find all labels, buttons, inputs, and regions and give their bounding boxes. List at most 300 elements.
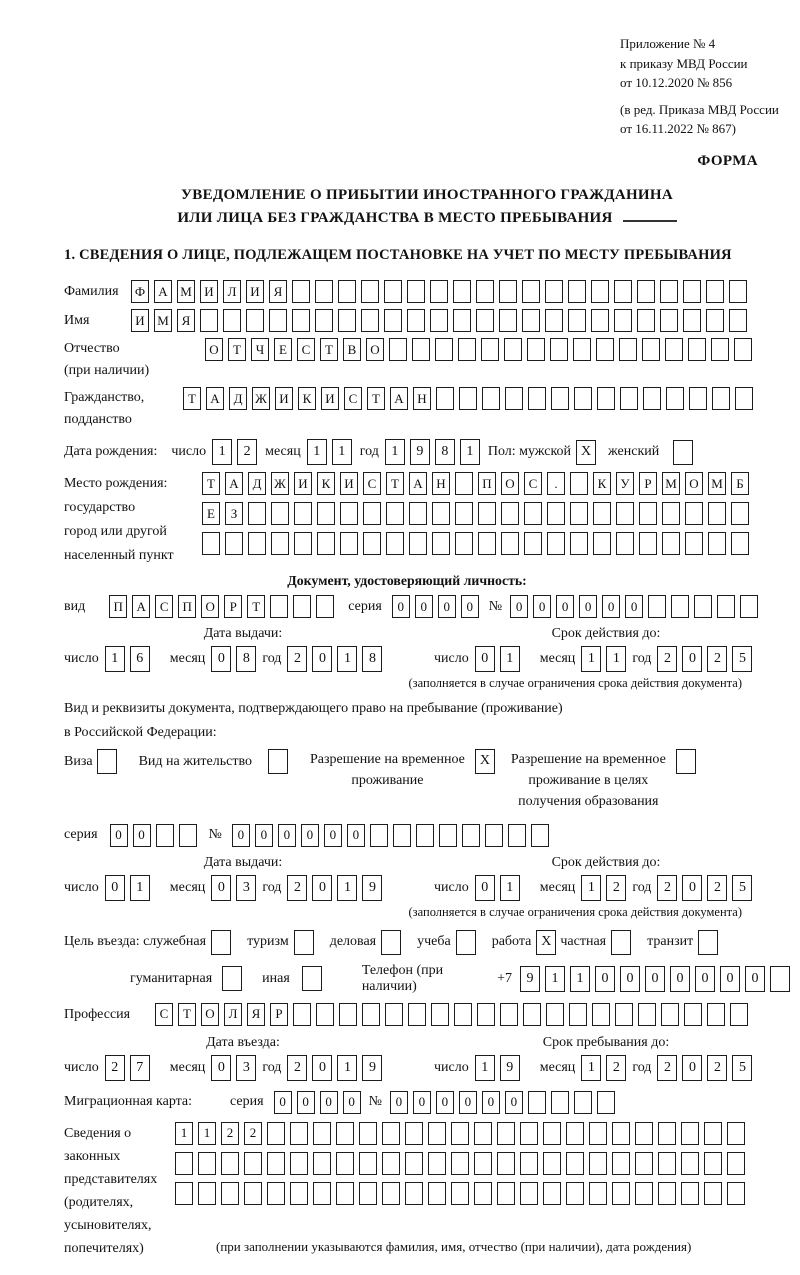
purpose-private-checkbox[interactable] <box>611 930 631 955</box>
char-cell[interactable]: 0 <box>602 595 620 618</box>
char-cell[interactable]: 2 <box>657 646 677 672</box>
char-cell[interactable]: М <box>708 472 726 495</box>
char-cell[interactable] <box>290 1122 308 1145</box>
char-cell[interactable] <box>290 1152 308 1175</box>
char-cell[interactable] <box>292 280 310 303</box>
char-cell[interactable] <box>546 1003 564 1026</box>
char-cell[interactable] <box>619 338 637 361</box>
char-cell[interactable] <box>658 1182 676 1205</box>
char-cell[interactable] <box>246 309 264 332</box>
char-cell[interactable]: Б <box>731 472 749 495</box>
char-cell[interactable]: Т <box>386 472 404 495</box>
char-cell[interactable]: С <box>155 595 173 618</box>
char-cell[interactable] <box>221 1182 239 1205</box>
char-cell[interactable]: 2 <box>287 646 307 672</box>
char-cell[interactable] <box>361 280 379 303</box>
char-cell[interactable] <box>570 532 588 555</box>
char-cell[interactable] <box>455 532 473 555</box>
char-cell[interactable] <box>338 280 356 303</box>
char-cell[interactable] <box>156 824 174 847</box>
char-cell[interactable] <box>431 1003 449 1026</box>
char-cell[interactable] <box>566 1122 584 1145</box>
char-cell[interactable]: 0 <box>620 966 640 992</box>
char-cell[interactable]: М <box>177 280 195 303</box>
char-cell[interactable]: М <box>662 472 680 495</box>
char-cell[interactable]: 0 <box>105 875 125 901</box>
char-cell[interactable]: 0 <box>682 646 702 672</box>
char-cell[interactable] <box>485 824 503 847</box>
char-cell[interactable]: 1 <box>175 1122 193 1145</box>
char-cell[interactable]: 0 <box>110 824 128 847</box>
char-cell[interactable]: 1 <box>581 875 601 901</box>
char-cell[interactable]: 8 <box>362 646 382 672</box>
char-cell[interactable] <box>574 1091 592 1114</box>
char-cell[interactable]: 0 <box>438 595 456 618</box>
char-cell[interactable] <box>428 1182 446 1205</box>
char-cell[interactable]: 0 <box>645 966 665 992</box>
char-cell[interactable] <box>474 1152 492 1175</box>
char-cell[interactable] <box>616 532 634 555</box>
char-cell[interactable]: 2 <box>657 875 677 901</box>
char-cell[interactable] <box>661 1003 679 1026</box>
char-cell[interactable] <box>614 309 632 332</box>
char-cell[interactable] <box>591 309 609 332</box>
char-cell[interactable]: Д <box>248 472 266 495</box>
char-cell[interactable] <box>454 1003 472 1026</box>
char-cell[interactable]: 0 <box>625 595 643 618</box>
char-cell[interactable] <box>315 309 333 332</box>
char-cell[interactable] <box>671 595 689 618</box>
char-cell[interactable] <box>336 1122 354 1145</box>
char-cell[interactable] <box>660 280 678 303</box>
char-cell[interactable] <box>363 532 381 555</box>
char-cell[interactable] <box>570 502 588 525</box>
char-cell[interactable]: О <box>201 1003 219 1026</box>
char-cell[interactable]: 0 <box>390 1091 408 1114</box>
char-cell[interactable]: А <box>206 387 224 410</box>
char-cell[interactable] <box>428 1122 446 1145</box>
char-cell[interactable]: Д <box>229 387 247 410</box>
char-cell[interactable] <box>292 309 310 332</box>
char-cell[interactable] <box>382 1152 400 1175</box>
char-cell[interactable] <box>551 387 569 410</box>
char-cell[interactable] <box>382 1122 400 1145</box>
char-cell[interactable]: В <box>343 338 361 361</box>
char-cell[interactable]: 0 <box>211 646 231 672</box>
char-cell[interactable]: 0 <box>556 595 574 618</box>
char-cell[interactable] <box>315 280 333 303</box>
char-cell[interactable]: 1 <box>545 966 565 992</box>
visa-checkbox[interactable] <box>97 749 117 774</box>
char-cell[interactable]: Н <box>413 387 431 410</box>
char-cell[interactable]: О <box>501 472 519 495</box>
char-cell[interactable]: 1 <box>337 646 357 672</box>
char-cell[interactable] <box>648 595 666 618</box>
char-cell[interactable] <box>451 1122 469 1145</box>
char-cell[interactable] <box>689 387 707 410</box>
char-cell[interactable] <box>478 502 496 525</box>
char-cell[interactable]: 1 <box>581 646 601 672</box>
char-cell[interactable]: 0 <box>695 966 715 992</box>
char-cell[interactable]: 1 <box>606 646 626 672</box>
char-cell[interactable]: 0 <box>211 875 231 901</box>
char-cell[interactable] <box>547 532 565 555</box>
char-cell[interactable] <box>474 1122 492 1145</box>
char-cell[interactable]: И <box>131 309 149 332</box>
char-cell[interactable]: 0 <box>595 966 615 992</box>
char-cell[interactable] <box>428 1152 446 1175</box>
char-cell[interactable]: Л <box>223 280 241 303</box>
char-cell[interactable]: С <box>363 472 381 495</box>
char-cell[interactable] <box>362 1003 380 1026</box>
char-cell[interactable]: 0 <box>274 1091 292 1114</box>
char-cell[interactable] <box>359 1182 377 1205</box>
char-cell[interactable] <box>407 280 425 303</box>
char-cell[interactable] <box>225 532 243 555</box>
char-cell[interactable]: А <box>225 472 243 495</box>
char-cell[interactable] <box>336 1182 354 1205</box>
char-cell[interactable] <box>681 1152 699 1175</box>
char-cell[interactable] <box>685 532 703 555</box>
char-cell[interactable]: 0 <box>505 1091 523 1114</box>
char-cell[interactable] <box>727 1182 745 1205</box>
char-cell[interactable]: 0 <box>347 824 365 847</box>
char-cell[interactable]: 2 <box>244 1122 262 1145</box>
char-cell[interactable]: 1 <box>570 966 590 992</box>
char-cell[interactable] <box>520 1122 538 1145</box>
char-cell[interactable] <box>616 502 634 525</box>
char-cell[interactable]: Т <box>202 472 220 495</box>
char-cell[interactable] <box>666 387 684 410</box>
char-cell[interactable] <box>501 532 519 555</box>
char-cell[interactable]: 1 <box>500 875 520 901</box>
char-cell[interactable] <box>597 387 615 410</box>
char-cell[interactable]: З <box>225 502 243 525</box>
char-cell[interactable]: Т <box>228 338 246 361</box>
char-cell[interactable]: 7 <box>130 1055 150 1081</box>
char-cell[interactable]: 0 <box>436 1091 454 1114</box>
char-cell[interactable] <box>684 1003 702 1026</box>
char-cell[interactable] <box>336 1152 354 1175</box>
char-cell[interactable]: 5 <box>732 1055 752 1081</box>
char-cell[interactable]: Я <box>247 1003 265 1026</box>
char-cell[interactable] <box>455 472 473 495</box>
char-cell[interactable]: А <box>154 280 172 303</box>
char-cell[interactable]: П <box>109 595 127 618</box>
char-cell[interactable] <box>408 1003 426 1026</box>
char-cell[interactable]: 0 <box>392 595 410 618</box>
char-cell[interactable] <box>317 502 335 525</box>
char-cell[interactable]: У <box>616 472 634 495</box>
char-cell[interactable] <box>407 309 425 332</box>
purpose-other-checkbox[interactable] <box>302 966 322 991</box>
char-cell[interactable]: . <box>547 472 565 495</box>
temp-residence-checkbox[interactable]: X <box>475 749 495 774</box>
char-cell[interactable] <box>405 1182 423 1205</box>
char-cell[interactable]: 0 <box>579 595 597 618</box>
char-cell[interactable] <box>612 1122 630 1145</box>
char-cell[interactable] <box>729 309 747 332</box>
char-cell[interactable] <box>524 502 542 525</box>
char-cell[interactable] <box>570 472 588 495</box>
char-cell[interactable]: Е <box>202 502 220 525</box>
char-cell[interactable]: Р <box>224 595 242 618</box>
purpose-tourism-checkbox[interactable] <box>294 930 314 955</box>
char-cell[interactable] <box>520 1182 538 1205</box>
char-cell[interactable]: О <box>205 338 223 361</box>
char-cell[interactable]: 2 <box>287 875 307 901</box>
char-cell[interactable] <box>175 1152 193 1175</box>
char-cell[interactable] <box>313 1152 331 1175</box>
char-cell[interactable] <box>520 1152 538 1175</box>
char-cell[interactable] <box>729 280 747 303</box>
char-cell[interactable] <box>316 1003 334 1026</box>
char-cell[interactable]: 3 <box>236 1055 256 1081</box>
char-cell[interactable] <box>359 1152 377 1175</box>
char-cell[interactable] <box>432 502 450 525</box>
char-cell[interactable] <box>665 338 683 361</box>
char-cell[interactable]: 0 <box>533 595 551 618</box>
gender-female-checkbox[interactable] <box>673 440 693 465</box>
char-cell[interactable]: 0 <box>475 875 495 901</box>
char-cell[interactable] <box>568 309 586 332</box>
char-cell[interactable] <box>340 532 358 555</box>
char-cell[interactable]: А <box>409 472 427 495</box>
char-cell[interactable]: Т <box>367 387 385 410</box>
char-cell[interactable] <box>711 338 729 361</box>
char-cell[interactable]: 0 <box>459 1091 477 1114</box>
char-cell[interactable] <box>707 1003 725 1026</box>
char-cell[interactable]: 0 <box>278 824 296 847</box>
char-cell[interactable]: 1 <box>337 1055 357 1081</box>
char-cell[interactable] <box>642 338 660 361</box>
char-cell[interactable] <box>505 387 523 410</box>
char-cell[interactable] <box>547 502 565 525</box>
char-cell[interactable]: 8 <box>435 439 455 465</box>
char-cell[interactable]: 1 <box>212 439 232 465</box>
char-cell[interactable]: 0 <box>475 646 495 672</box>
char-cell[interactable]: 1 <box>105 646 125 672</box>
char-cell[interactable] <box>589 1122 607 1145</box>
char-cell[interactable]: К <box>317 472 335 495</box>
char-cell[interactable] <box>593 532 611 555</box>
char-cell[interactable] <box>734 338 752 361</box>
char-cell[interactable] <box>294 502 312 525</box>
char-cell[interactable] <box>704 1152 722 1175</box>
char-cell[interactable]: М <box>154 309 172 332</box>
char-cell[interactable] <box>267 1152 285 1175</box>
char-cell[interactable] <box>451 1182 469 1205</box>
char-cell[interactable]: С <box>524 472 542 495</box>
char-cell[interactable] <box>453 309 471 332</box>
char-cell[interactable]: 1 <box>500 646 520 672</box>
char-cell[interactable]: 8 <box>236 646 256 672</box>
char-cell[interactable] <box>317 532 335 555</box>
char-cell[interactable] <box>504 338 522 361</box>
char-cell[interactable]: 0 <box>720 966 740 992</box>
char-cell[interactable] <box>637 309 655 332</box>
char-cell[interactable] <box>614 280 632 303</box>
char-cell[interactable] <box>589 1152 607 1175</box>
char-cell[interactable] <box>569 1003 587 1026</box>
char-cell[interactable] <box>270 595 288 618</box>
char-cell[interactable]: 1 <box>385 439 405 465</box>
char-cell[interactable]: И <box>275 387 293 410</box>
char-cell[interactable]: С <box>344 387 362 410</box>
char-cell[interactable]: Т <box>247 595 265 618</box>
char-cell[interactable] <box>385 1003 403 1026</box>
char-cell[interactable] <box>435 338 453 361</box>
residence-permit-checkbox[interactable] <box>268 749 288 774</box>
char-cell[interactable]: 9 <box>410 439 430 465</box>
char-cell[interactable] <box>597 1091 615 1114</box>
char-cell[interactable] <box>545 280 563 303</box>
char-cell[interactable] <box>405 1152 423 1175</box>
char-cell[interactable] <box>363 502 381 525</box>
char-cell[interactable] <box>200 309 218 332</box>
char-cell[interactable] <box>612 1152 630 1175</box>
char-cell[interactable] <box>393 824 411 847</box>
char-cell[interactable]: Ж <box>252 387 270 410</box>
char-cell[interactable]: 0 <box>682 1055 702 1081</box>
char-cell[interactable] <box>221 1152 239 1175</box>
purpose-transit-checkbox[interactable] <box>698 930 718 955</box>
char-cell[interactable] <box>501 502 519 525</box>
char-cell[interactable] <box>662 502 680 525</box>
char-cell[interactable]: Ч <box>251 338 269 361</box>
char-cell[interactable] <box>497 1152 515 1175</box>
char-cell[interactable]: 0 <box>413 1091 431 1114</box>
char-cell[interactable]: А <box>132 595 150 618</box>
char-cell[interactable] <box>658 1152 676 1175</box>
char-cell[interactable]: 0 <box>255 824 273 847</box>
char-cell[interactable]: И <box>340 472 358 495</box>
char-cell[interactable]: П <box>178 595 196 618</box>
gender-male-checkbox[interactable]: X <box>576 440 596 465</box>
char-cell[interactable] <box>528 1091 546 1114</box>
char-cell[interactable]: 2 <box>105 1055 125 1081</box>
char-cell[interactable] <box>735 387 753 410</box>
char-cell[interactable] <box>412 338 430 361</box>
char-cell[interactable]: 2 <box>221 1122 239 1145</box>
char-cell[interactable] <box>290 1182 308 1205</box>
char-cell[interactable]: О <box>366 338 384 361</box>
char-cell[interactable]: 1 <box>475 1055 495 1081</box>
temp-residence-edu-checkbox[interactable] <box>676 749 696 774</box>
char-cell[interactable]: И <box>200 280 218 303</box>
char-cell[interactable]: 0 <box>211 1055 231 1081</box>
char-cell[interactable] <box>338 309 356 332</box>
char-cell[interactable] <box>198 1182 216 1205</box>
char-cell[interactable]: И <box>246 280 264 303</box>
char-cell[interactable] <box>550 338 568 361</box>
char-cell[interactable] <box>370 824 388 847</box>
char-cell[interactable] <box>416 824 434 847</box>
char-cell[interactable] <box>593 502 611 525</box>
char-cell[interactable]: 1 <box>307 439 327 465</box>
char-cell[interactable] <box>500 1003 518 1026</box>
char-cell[interactable] <box>499 309 517 332</box>
char-cell[interactable]: С <box>297 338 315 361</box>
char-cell[interactable]: 0 <box>320 1091 338 1114</box>
char-cell[interactable]: 0 <box>670 966 690 992</box>
char-cell[interactable] <box>717 595 735 618</box>
char-cell[interactable]: 2 <box>707 1055 727 1081</box>
char-cell[interactable]: 9 <box>362 1055 382 1081</box>
char-cell[interactable]: Н <box>432 472 450 495</box>
char-cell[interactable] <box>681 1182 699 1205</box>
purpose-work-checkbox[interactable]: X <box>536 930 556 955</box>
char-cell[interactable] <box>596 338 614 361</box>
char-cell[interactable] <box>386 532 404 555</box>
char-cell[interactable] <box>528 387 546 410</box>
char-cell[interactable] <box>316 595 334 618</box>
char-cell[interactable] <box>389 338 407 361</box>
char-cell[interactable] <box>340 502 358 525</box>
char-cell[interactable]: Л <box>224 1003 242 1026</box>
char-cell[interactable] <box>497 1182 515 1205</box>
purpose-official-checkbox[interactable] <box>211 930 231 955</box>
char-cell[interactable]: 0 <box>745 966 765 992</box>
char-cell[interactable] <box>543 1152 561 1175</box>
char-cell[interactable] <box>727 1152 745 1175</box>
char-cell[interactable]: 2 <box>707 646 727 672</box>
char-cell[interactable] <box>497 1122 515 1145</box>
char-cell[interactable] <box>508 824 526 847</box>
char-cell[interactable] <box>545 309 563 332</box>
char-cell[interactable]: 0 <box>133 824 151 847</box>
char-cell[interactable] <box>202 532 220 555</box>
char-cell[interactable]: Т <box>178 1003 196 1026</box>
char-cell[interactable] <box>592 1003 610 1026</box>
char-cell[interactable]: 0 <box>510 595 528 618</box>
char-cell[interactable]: Я <box>177 309 195 332</box>
char-cell[interactable] <box>384 280 402 303</box>
char-cell[interactable]: 5 <box>732 646 752 672</box>
char-cell[interactable] <box>638 1003 656 1026</box>
char-cell[interactable] <box>267 1122 285 1145</box>
char-cell[interactable]: 6 <box>130 646 150 672</box>
char-cell[interactable] <box>271 532 289 555</box>
char-cell[interactable] <box>451 1152 469 1175</box>
char-cell[interactable] <box>660 309 678 332</box>
char-cell[interactable] <box>382 1182 400 1205</box>
char-cell[interactable]: 1 <box>460 439 480 465</box>
char-cell[interactable] <box>267 1182 285 1205</box>
char-cell[interactable] <box>455 502 473 525</box>
char-cell[interactable] <box>635 1122 653 1145</box>
char-cell[interactable] <box>198 1152 216 1175</box>
char-cell[interactable] <box>635 1152 653 1175</box>
char-cell[interactable]: К <box>298 387 316 410</box>
char-cell[interactable] <box>248 532 266 555</box>
char-cell[interactable] <box>478 532 496 555</box>
char-cell[interactable]: 0 <box>312 646 332 672</box>
char-cell[interactable] <box>477 1003 495 1026</box>
char-cell[interactable]: П <box>478 472 496 495</box>
char-cell[interactable] <box>436 387 454 410</box>
char-cell[interactable] <box>293 595 311 618</box>
char-cell[interactable]: 0 <box>682 875 702 901</box>
char-cell[interactable]: 1 <box>130 875 150 901</box>
char-cell[interactable]: Р <box>270 1003 288 1026</box>
char-cell[interactable] <box>688 338 706 361</box>
char-cell[interactable] <box>683 280 701 303</box>
char-cell[interactable] <box>175 1182 193 1205</box>
char-cell[interactable] <box>522 280 540 303</box>
char-cell[interactable] <box>462 824 480 847</box>
char-cell[interactable] <box>551 1091 569 1114</box>
